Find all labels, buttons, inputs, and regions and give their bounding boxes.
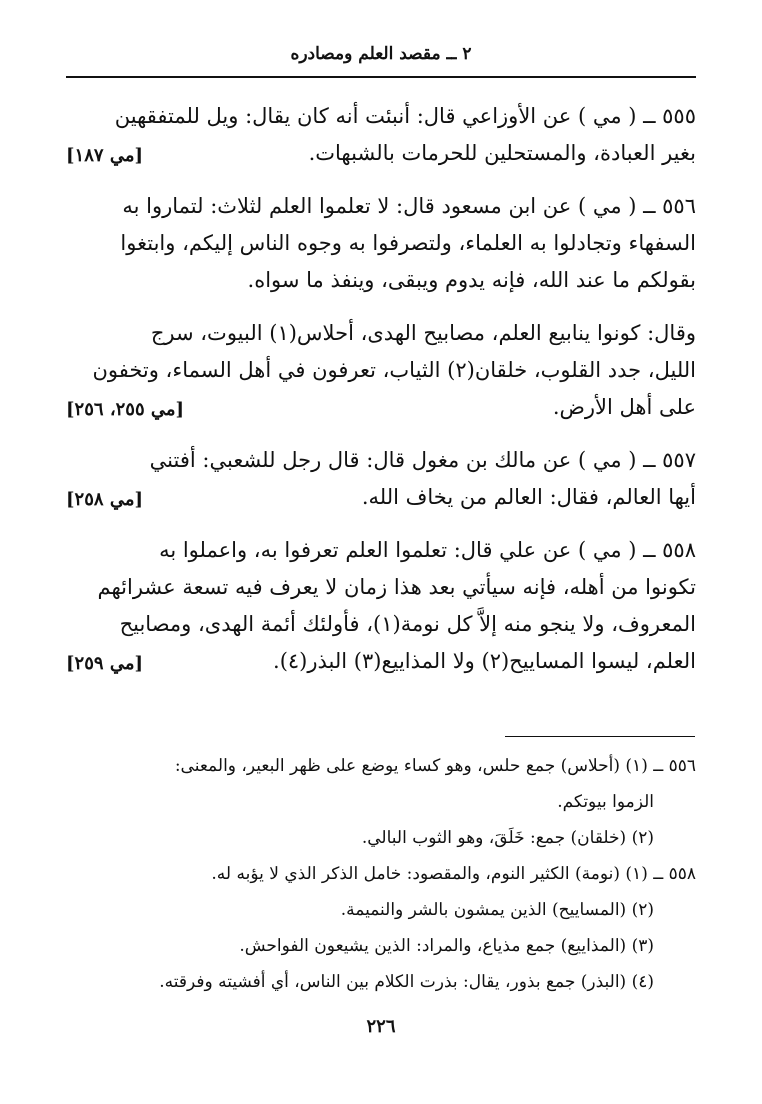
- footnote-line: (٤) (البذر) جمع بذور، يقال: بذرت الكلام بين الناس، أي أفشيته وفرقته.: [159, 972, 654, 992]
- entry-line: وقال: كونوا ينابيع العلم، مصابيح الهدى، أحلاس(١) البيوت، سرج: [150, 321, 696, 345]
- hadith-entry: [66, 98, 696, 172]
- entry-line: ٥٥٧ ــ ( مي ) عن مالك بن مغول قال: قال رجل للشعبي: أفتني: [149, 448, 696, 472]
- footnotes: [66, 748, 696, 1000]
- running-header: ٢ ــ مقصد العلم ومصادره: [290, 44, 472, 64]
- hadith-entry: [66, 532, 696, 680]
- entry-line: ٥٥٥ ــ ( مي ) عن الأوزاعي قال: أنبئت أنه كان يقال: ويل للمتفقهين: [114, 104, 696, 128]
- entry-line: السفهاء وتجادلوا به العلماء، ولتصرفوا به وجوه الناس إليكم، وابتغوا: [120, 231, 696, 255]
- entry-line: ٥٥٦ ــ ( مي ) عن ابن مسعود قال: لا تعلموا العلم لثلاث: لتماروا به: [122, 194, 696, 218]
- page-number: ٢٢٦: [366, 1016, 396, 1037]
- entry-line: بقولكم ما عند الله، فإنه يدوم ويبقى، وينفذ ما سواه.: [247, 268, 696, 292]
- entry-line: ٥٥٨ ــ ( مي ) عن علي قال: تعلموا العلم تعرفوا به، واعملوا به: [159, 538, 696, 562]
- entry-line: العلم، ليسوا المساييح(٢) ولا المذاييع(٣) البذر(٤).: [273, 649, 696, 673]
- footnote-line: ٥٥٦ ــ (١) (أحلاس) جمع حلس، وهو كساء يوضع على ظهر البعير، والمعنى:: [174, 756, 696, 776]
- footnote-line: الزموا بيوتكم.: [557, 792, 654, 812]
- entry-line: أيها العالم، فقال: العالم من يخاف الله.: [361, 485, 696, 509]
- source-reference: [مي ٢٥٨]: [66, 489, 143, 510]
- entry-line: المعروف، ولا ينجو منه إلاَّ كل نومة(١)، فأولئك أئمة الهدى، ومصابيح: [119, 612, 696, 636]
- hadith-entry: [66, 188, 696, 299]
- footnote-line: (٢) (خلقان) جمع: خَلَقَ، وهو الثوب البالي.: [361, 828, 654, 848]
- hadith-entry: [66, 315, 696, 426]
- source-reference: [مي ١٨٧]: [66, 145, 143, 166]
- footnote-line: ٥٥٨ ــ (١) (نومة) الكثير النوم، والمقصود: خامل الذكر الذي لا يؤبه له.: [211, 864, 696, 884]
- footnote-line: (٢) (المساييح) الذين يمشون بالشر والنميمة.: [340, 900, 654, 920]
- hadith-entry: [66, 442, 696, 516]
- entry-line: الليل، جدد القلوب، خلقان(٢) الثياب، تعرفون في أهل السماء، وتخفون: [92, 358, 696, 382]
- footnote-rule: [505, 736, 695, 737]
- source-reference: [مي ٢٥٩]: [66, 653, 143, 674]
- entry-line: تكونوا من أهله، فإنه سيأتي بعد هذا زمان لا يعرف فيه تسعة عشرائهم: [97, 575, 696, 599]
- header-rule: [66, 76, 696, 78]
- main-text: [66, 98, 696, 682]
- source-reference: [مي ٢٥٥، ٢٥٦]: [66, 399, 185, 420]
- entry-line: على أهل الأرض.: [552, 395, 696, 419]
- entry-line: بغير العبادة، والمستحلين للحرمات بالشبهات.: [308, 141, 696, 165]
- footnote-line: (٣) (المذاييع) جمع مذياع، والمراد: الذين يشيعون الفواحش.: [239, 936, 654, 956]
